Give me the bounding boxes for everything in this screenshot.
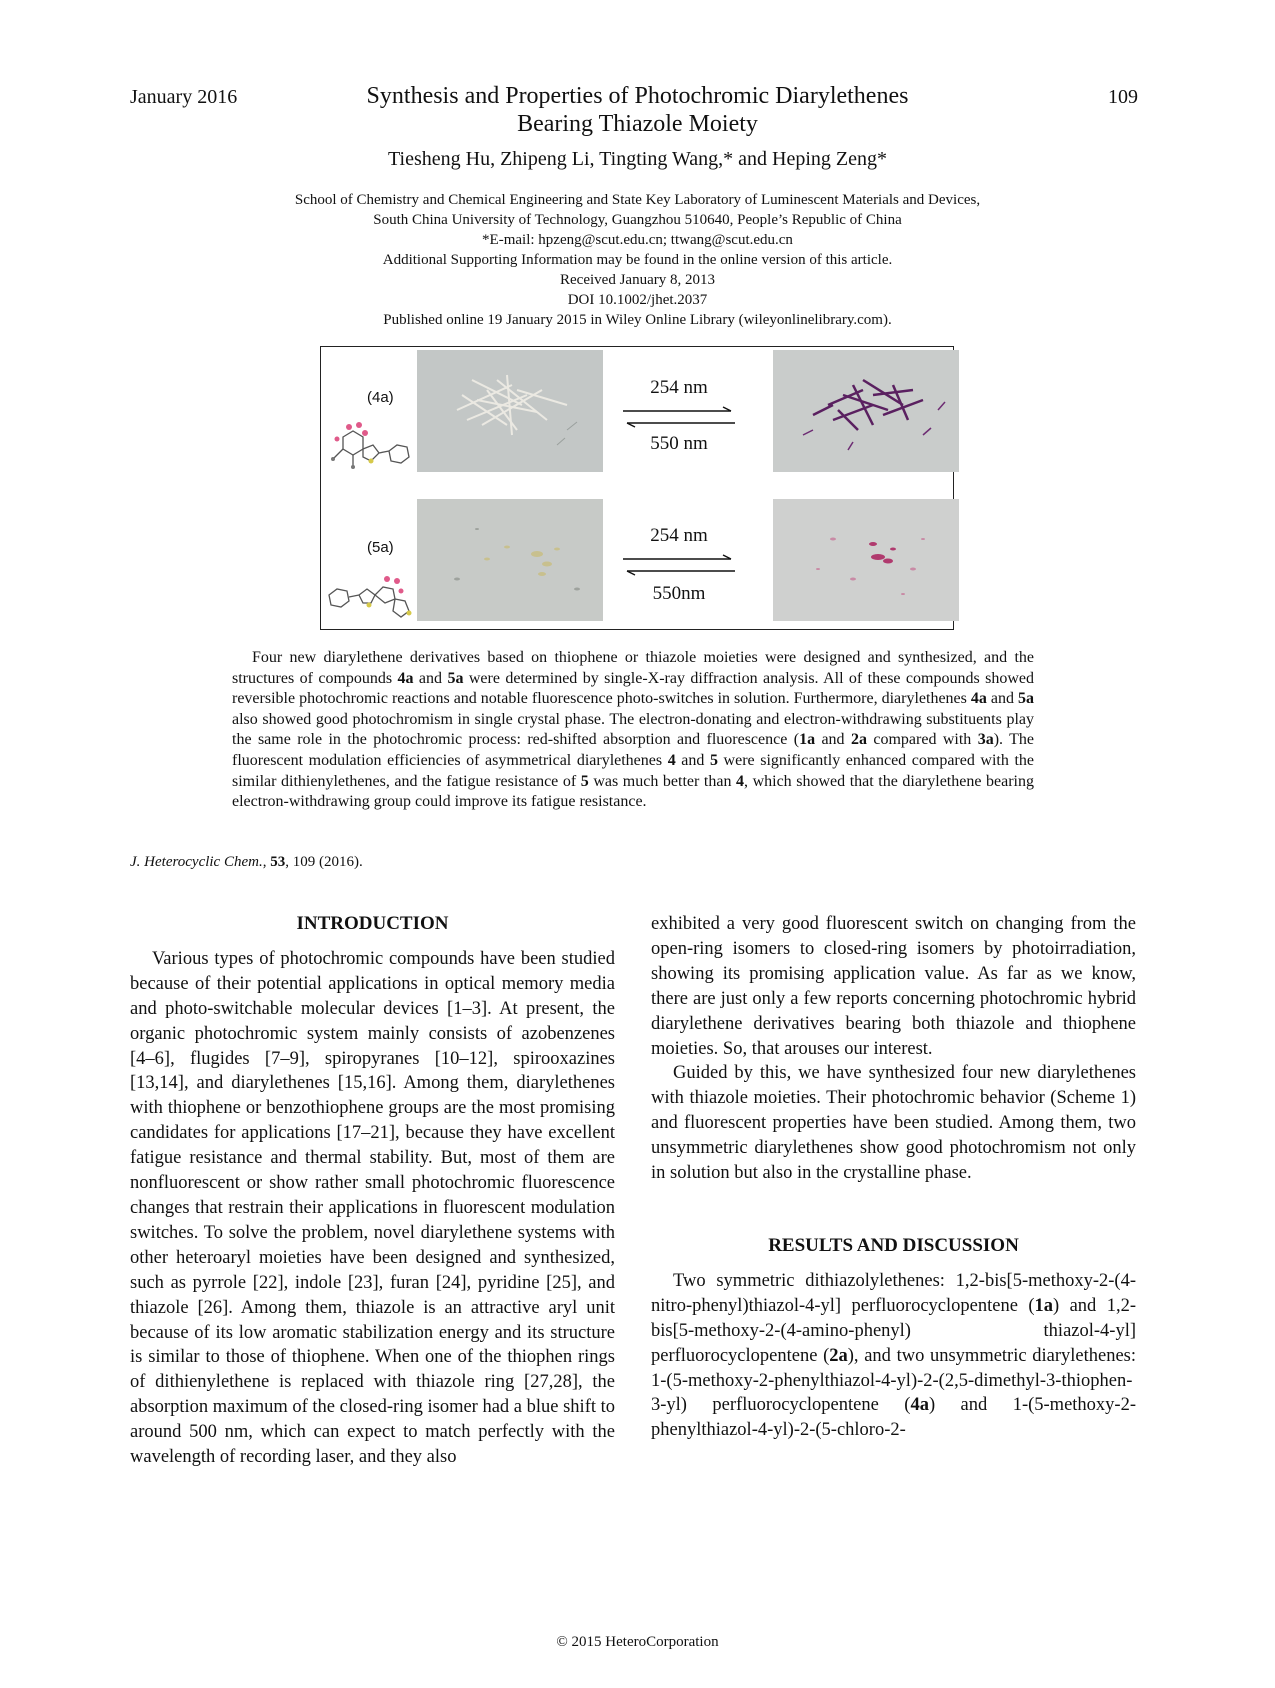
doi-line: DOI 10.1002/jhet.2037 (567, 292, 708, 308)
forward-wavelength-5a: 254 nm (650, 525, 708, 546)
compound-ref: 2a (850, 731, 867, 749)
results-text: Two symmetric dithiazolylethenes: 1,2-bis[5-methoxy-2-(4-nitro-phenyl)thiazol-4-yl] perfluorocyclopentene ( (651, 1270, 1136, 1316)
crystal-photo-5a-open (417, 499, 603, 621)
reversible-arrow-5a (619, 553, 739, 577)
reverse-wavelength-5a: 550nm (652, 583, 706, 604)
abstract-text: and (986, 690, 1018, 708)
reverse-wavelength-4a: 550 nm (650, 433, 708, 454)
compound-ref: 5 (580, 772, 589, 790)
intro-paragraph-2: Guided by this, we have synthesized four new diarylethenes with thiazole moieties. Their photochromic behavior (Scheme 1) and fluorescent properties have been studied. Among them, two unsymmetric diarylethenes show good photochromism not only in solution but also in the crystalline phase. (651, 1063, 1136, 1184)
compound-label-4a: (4a) (367, 389, 394, 406)
molecular-structure-5a (325, 561, 420, 621)
abstract-text: was much better than (588, 772, 737, 790)
citation-pages-year: , 109 (2016). (285, 854, 363, 870)
copyright-footer: © 2015 HeteroCorporation (556, 1634, 719, 1650)
title-line-2: Bearing Thiazole Moiety (517, 111, 758, 137)
journal-volume: 53 (270, 854, 286, 870)
compound-ref: 4 (736, 772, 745, 790)
compound-ref: 5a (1018, 690, 1034, 708)
abstract-text: Four new diarylethene derivatives based on thiophene or thiazole moieties were designed and synthesized, and the structures of compounds (232, 649, 1034, 687)
running-date: January 2016 (130, 86, 238, 108)
title-line-1: Synthesis and Properties of Photochromic Diarylethenes (366, 83, 909, 109)
compound-ref: 5 (709, 751, 718, 769)
crystal-photo-5a-closed (773, 499, 959, 621)
received-date: Received January 8, 2013 (560, 272, 715, 288)
crystal-photo-4a-closed (773, 350, 959, 472)
journal-name: J. Heterocyclic Chem. (130, 854, 263, 870)
abstract-text: compared with (866, 731, 978, 749)
email-line: *E-mail: hpzeng@scut.edu.cn; ttwang@scut.edu.cn (482, 232, 793, 248)
affiliation-line-2: South China University of Technology, Guangzhou 510640, People’s Republic of China (373, 212, 902, 228)
published-line: Published online 19 January 2015 in Wiley Online Library (wileyonlinelibrary.com). (383, 312, 892, 328)
abstract (232, 648, 1034, 813)
intro-paragraph-1: Various types of photochromic compounds have been studied because of their potential applications in optical memory media and photo-switchable molecular devices [1–3]. At present, the organic photochromic system mainly consists of azobenzenes [4–6], flugides [7–9], spiropyranes [10–12], spirooxazines [13,14], and diarylethenes [15,16]. Among them, diarylethenes with thiophene or benzothiophene groups are the most promising candidates for applications [17–21], because they have excellent fatigue resistance and thermal stability. But, most of them are nonfluorescent or show rather small photochromic fluorescence changes that restrain their applications in fluorescent modulation switches. To solve the problem, novel diarylethene systems with other heteroaryl moieties have been designed and synthesized, such as pyrrole [22], indole [23], furan [24], pyridine [25], and thiazole [26]. Among them, thiazole is an attractive aryl unit because of its low aromatic stabilization energy and its structure is similar to those of thiophene. When one of the thiophen rings of dithienylethene is replaced with thiazole ring [27,28], the absorption maximum of the closed-ring isomer had a blue shift to around 500 nm, which can expect to match perfectly with the wavelength of recording laser, and they also (130, 948, 616, 1468)
intro-paragraph-1-continued: exhibited a very good fluorescent switch on changing from the open-ring isomers to closed-ring isomers by photoirradiation, showing its promising application value. As far as we know, there are just only a few reports concerning photochromic hybrid diarylethene derivatives bearing both thiazole and thiophene moieties. So, that arouses our interest. (651, 914, 1136, 1059)
author-list: Tiesheng Hu, Zhipeng Li, Tingting Wang,* and Heping Zeng* (388, 148, 887, 170)
reversible-arrow-4a (619, 405, 739, 429)
compound-ref: 4 (667, 751, 676, 769)
compound-ref: 2a (829, 1345, 848, 1366)
body-column-right (651, 912, 1136, 1443)
compound-ref: 1a (1034, 1295, 1053, 1316)
journal-citation (130, 854, 363, 871)
abstract-text: were determined by single-X-ray diffraction analysis. All of these compounds showed reversible photochromic reactions and notable fluorescence photo-switches in solution. Furthermore, diarylethenes (232, 669, 1034, 708)
abstract-text: and (815, 731, 851, 749)
abstract-text: also showed good photochromism in single crystal phase. The electron-donating and electron-withdrawing substituents play the same role in the photochromic process: red-shifted absorption and fluorescence ( (232, 710, 1034, 749)
compound-ref: 5a (447, 669, 464, 687)
results-text: ), and two unsymmetric diarylethenes: 1-(5-methoxy-2-phenylthiazol-4-yl)-2-(2,5-dimethyl-3-thiophen-3-yl) perfluorocyclopentene ( (651, 1345, 1136, 1416)
abstract-text: and (413, 669, 448, 687)
crystal-photo-4a-open (417, 350, 603, 472)
compound-ref: 4a (970, 690, 987, 708)
compound-ref: 3a (977, 731, 994, 749)
results-text: ) and 1,2-bis[5-methoxy-2-(4-amino-phenyl) thiazol-4-yl] perfluorocyclopentene ( (651, 1295, 1136, 1366)
body-column-left (130, 912, 615, 1470)
compound-ref: 4a (910, 1395, 929, 1416)
abstract-text: and (675, 751, 710, 769)
abstract-text: were significantly enhanced compared with the similar dithienylethenes, and the fatigue resistance of (232, 751, 1034, 790)
compound-ref: 1a (799, 731, 816, 749)
page-number: 109 (1108, 86, 1138, 108)
forward-wavelength-4a: 254 nm (650, 377, 708, 398)
molecular-structure-4a (325, 417, 420, 477)
citation-separator: , (262, 854, 271, 870)
abstract-text: ). The fluorescent modulation efficiencies of asymmetrical diarylethenes (232, 731, 1034, 769)
section-heading-introduction: INTRODUCTION (296, 913, 449, 934)
supporting-info-line: Additional Supporting Information may be found in the online version of this article. (382, 252, 893, 268)
affiliation-line-1: School of Chemistry and Chemical Engineering and State Key Laboratory of Luminescent Materials and Devices, (294, 192, 981, 208)
graphical-abstract-figure (320, 346, 954, 630)
affiliation-block (0, 190, 1275, 330)
results-text: ) and 1-(5-methoxy-2-phenylthiazol-4-yl)-2-(5-chloro-2- (651, 1395, 1136, 1441)
abstract-text: , which showed that the diarylethene bearing electron-withdrawing group could improve its fatigue resistance. (232, 772, 1034, 811)
compound-ref: 4a (397, 669, 414, 687)
article-title (0, 82, 1275, 138)
compound-label-5a: (5a) (367, 539, 394, 556)
section-heading-results: RESULTS AND DISCUSSION (768, 1234, 1019, 1256)
results-paragraph-1 (651, 1269, 1136, 1443)
